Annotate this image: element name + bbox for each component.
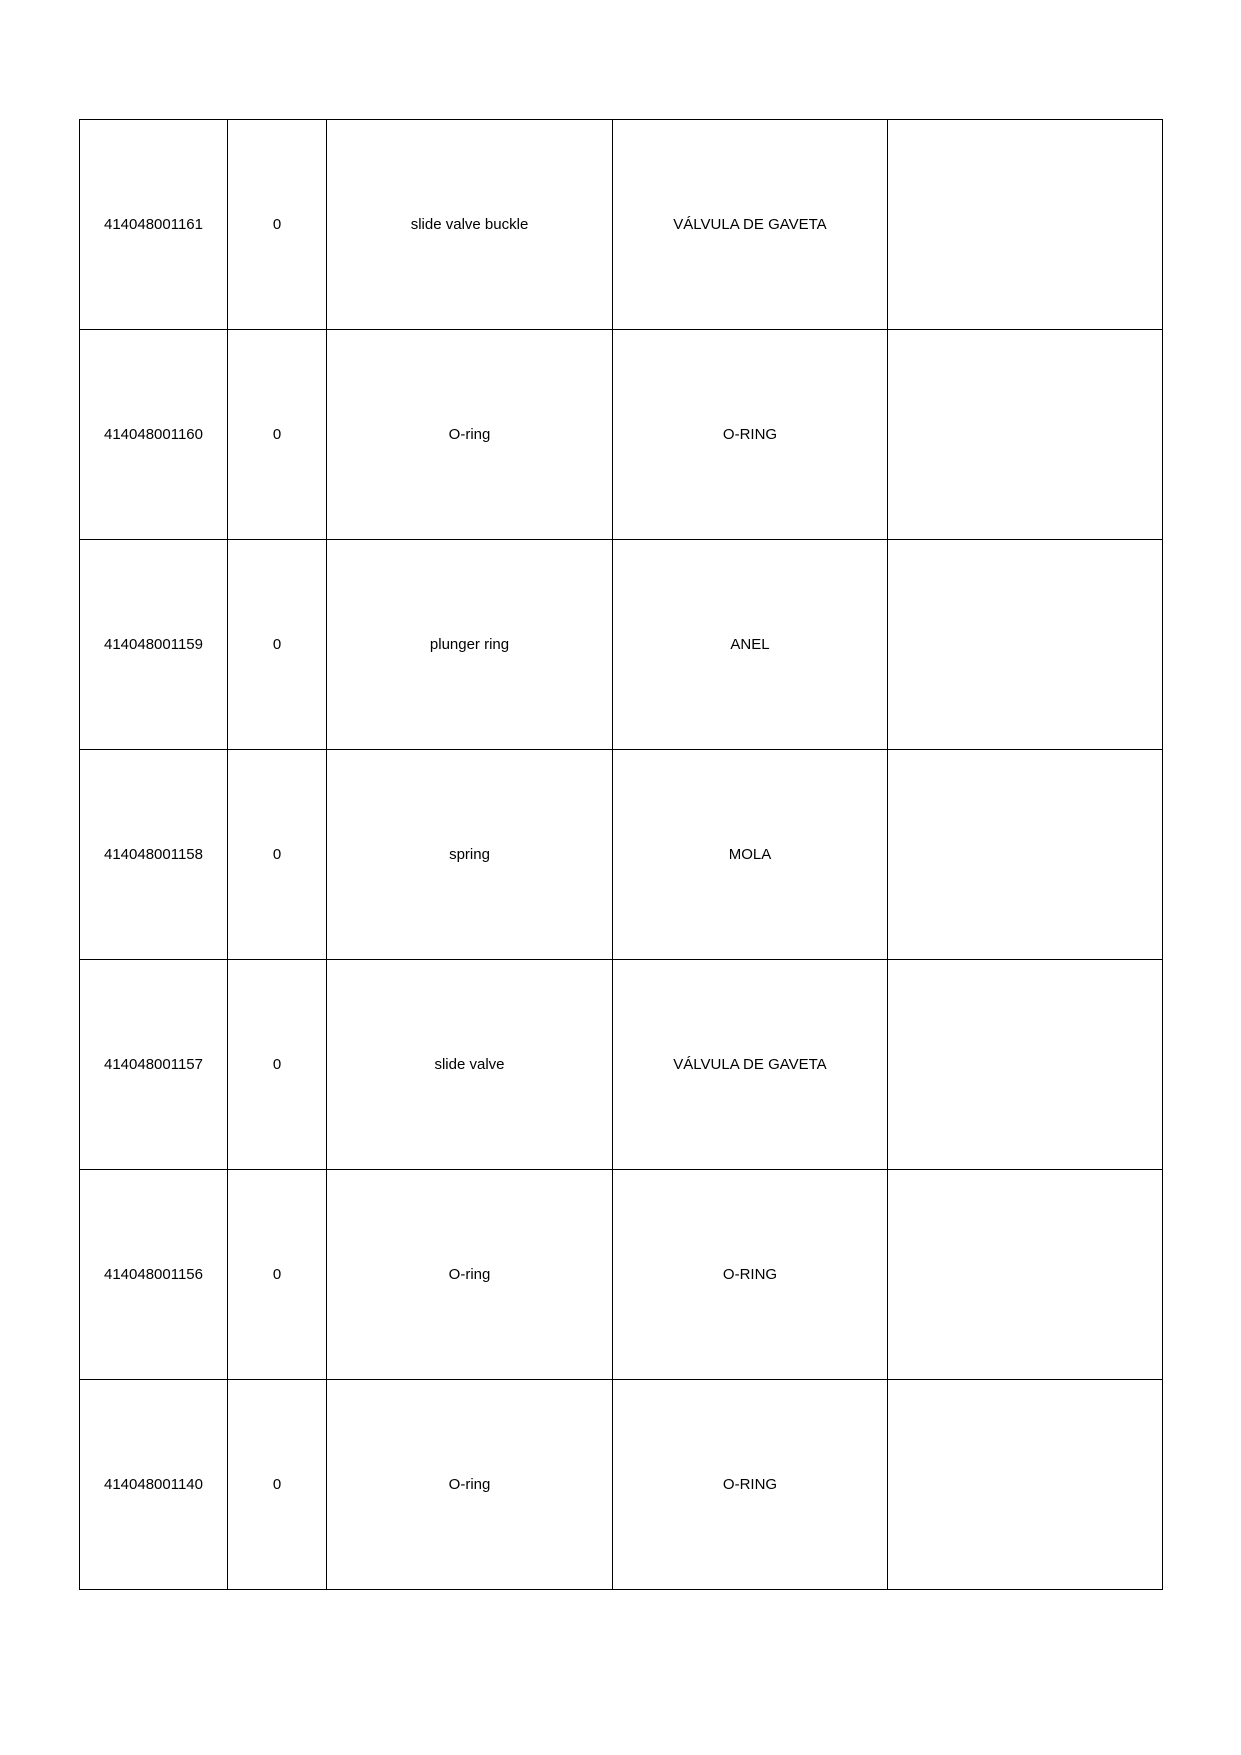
quantity-cell: 0 <box>228 1170 327 1380</box>
empty-cell <box>888 120 1163 330</box>
description-en-cell: slide valve <box>327 960 613 1170</box>
description-pt-cell: O-RING <box>613 1170 888 1380</box>
empty-cell <box>888 330 1163 540</box>
description-en-cell: spring <box>327 750 613 960</box>
empty-cell <box>888 540 1163 750</box>
parts-table <box>79 119 1163 1590</box>
empty-cell <box>888 1170 1163 1380</box>
description-pt-cell: O-RING <box>613 1380 888 1590</box>
empty-cell <box>888 1380 1163 1590</box>
table-row <box>80 330 1163 540</box>
table-row <box>80 1380 1163 1590</box>
description-en-cell: plunger ring <box>327 540 613 750</box>
part-code-cell: 414048001158 <box>80 750 228 960</box>
part-code-cell: 414048001157 <box>80 960 228 1170</box>
description-pt-cell: ANEL <box>613 540 888 750</box>
table-row <box>80 750 1163 960</box>
empty-cell <box>888 750 1163 960</box>
part-code-cell: 414048001140 <box>80 1380 228 1590</box>
quantity-cell: 0 <box>228 540 327 750</box>
table-row <box>80 960 1163 1170</box>
description-en-cell: slide valve buckle <box>327 120 613 330</box>
part-code-cell: 414048001161 <box>80 120 228 330</box>
quantity-cell: 0 <box>228 960 327 1170</box>
table-row <box>80 1170 1163 1380</box>
quantity-cell: 0 <box>228 1380 327 1590</box>
description-pt-cell: O-RING <box>613 330 888 540</box>
table-row <box>80 540 1163 750</box>
description-pt-cell: MOLA <box>613 750 888 960</box>
description-en-cell: O-ring <box>327 1380 613 1590</box>
part-code-cell: 414048001160 <box>80 330 228 540</box>
description-pt-cell: VÁLVULA DE GAVETA <box>613 960 888 1170</box>
description-pt-cell: VÁLVULA DE GAVETA <box>613 120 888 330</box>
table-row <box>80 120 1163 330</box>
quantity-cell: 0 <box>228 750 327 960</box>
part-code-cell: 414048001156 <box>80 1170 228 1380</box>
description-en-cell: O-ring <box>327 330 613 540</box>
part-code-cell: 414048001159 <box>80 540 228 750</box>
description-en-cell: O-ring <box>327 1170 613 1380</box>
quantity-cell: 0 <box>228 120 327 330</box>
empty-cell <box>888 960 1163 1170</box>
quantity-cell: 0 <box>228 330 327 540</box>
